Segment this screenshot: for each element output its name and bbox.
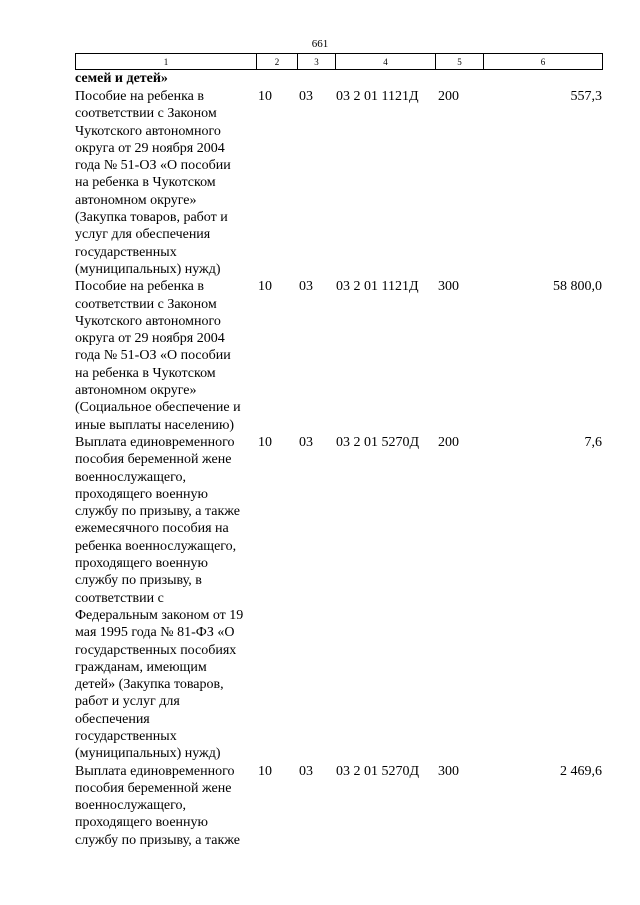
column-header-table <box>75 53 603 70</box>
row-expense-type: 200 <box>438 89 459 104</box>
row-expense-type: 300 <box>438 763 459 779</box>
column-header-3: 3 <box>298 54 336 70</box>
row-description: Пособие на ребенка в соответствии с Законом Чукотского автономного округа от 29 ноября 2004 года № 51-ОЗ «О пособии на ребенка в Чукотском автономном округе» (Закупка товаров, работ и услуг для обеспечения государственных (муниципальных) нужд) <box>75 89 231 277</box>
column-header-4: 4 <box>336 54 436 70</box>
table-row <box>75 88 602 278</box>
column-header-2: 2 <box>257 54 298 70</box>
continuation-text: семей и детей» <box>75 71 168 86</box>
row-section: 10 <box>258 763 272 779</box>
row-amount: 7,6 <box>584 434 602 450</box>
table-row <box>75 278 602 434</box>
column-header-6: 6 <box>484 54 603 70</box>
row-subsection: 03 <box>299 89 313 104</box>
column-header-5: 5 <box>436 54 484 70</box>
row-section: 10 <box>258 279 272 295</box>
row-target-article: 03 2 01 5270Д <box>336 763 420 779</box>
row-subsection: 03 <box>299 434 313 450</box>
table-body <box>75 71 602 849</box>
row-target-article: 03 2 01 1121Д <box>336 279 419 295</box>
row-description: Выплата единовременного пособия беременной жене военнослужащего, проходящего военную службу по призыву, а также <box>75 763 240 848</box>
row-section: 10 <box>258 89 272 104</box>
row-subsection: 03 <box>299 279 313 295</box>
row-amount: 58 800,0 <box>553 279 602 295</box>
table-row <box>75 434 602 763</box>
row-expense-type: 300 <box>438 279 459 295</box>
page-number: 661 <box>311 38 329 50</box>
row-description: Пособие на ребенка в соответствии с Законом Чукотского автономного округа от 29 ноября 2004 года № 51-ОЗ «О пособии на ребенка в Чукотском автономном округе» (Социальное обеспечение и иные выплаты населению) <box>75 279 241 433</box>
row-expense-type: 200 <box>438 434 459 450</box>
row-amount: 2 469,6 <box>560 763 602 779</box>
row-target-article: 03 2 01 1121Д <box>336 89 419 104</box>
row-description: Выплата единовременного пособия беременной жене военнослужащего, проходящего военную службу по призыву, а также ежемесячного пособия на ребенка военнослужащего, проходящего военную службу по призыву, в соответствии с Федеральным законом от 19 мая 1995 года № 81-ФЗ «О государственных пособиях гражданам, имеющим детей» (Закупка товаров, работ и услуг для обеспечения государственных (муниципальных) нужд) <box>75 434 244 762</box>
table-row <box>75 763 602 849</box>
row-subsection: 03 <box>299 763 313 779</box>
row-section: 10 <box>258 434 272 450</box>
column-header-row <box>76 54 603 70</box>
row-amount: 557,3 <box>570 89 602 104</box>
column-header-1: 1 <box>76 54 257 70</box>
row-target-article: 03 2 01 5270Д <box>336 434 420 450</box>
